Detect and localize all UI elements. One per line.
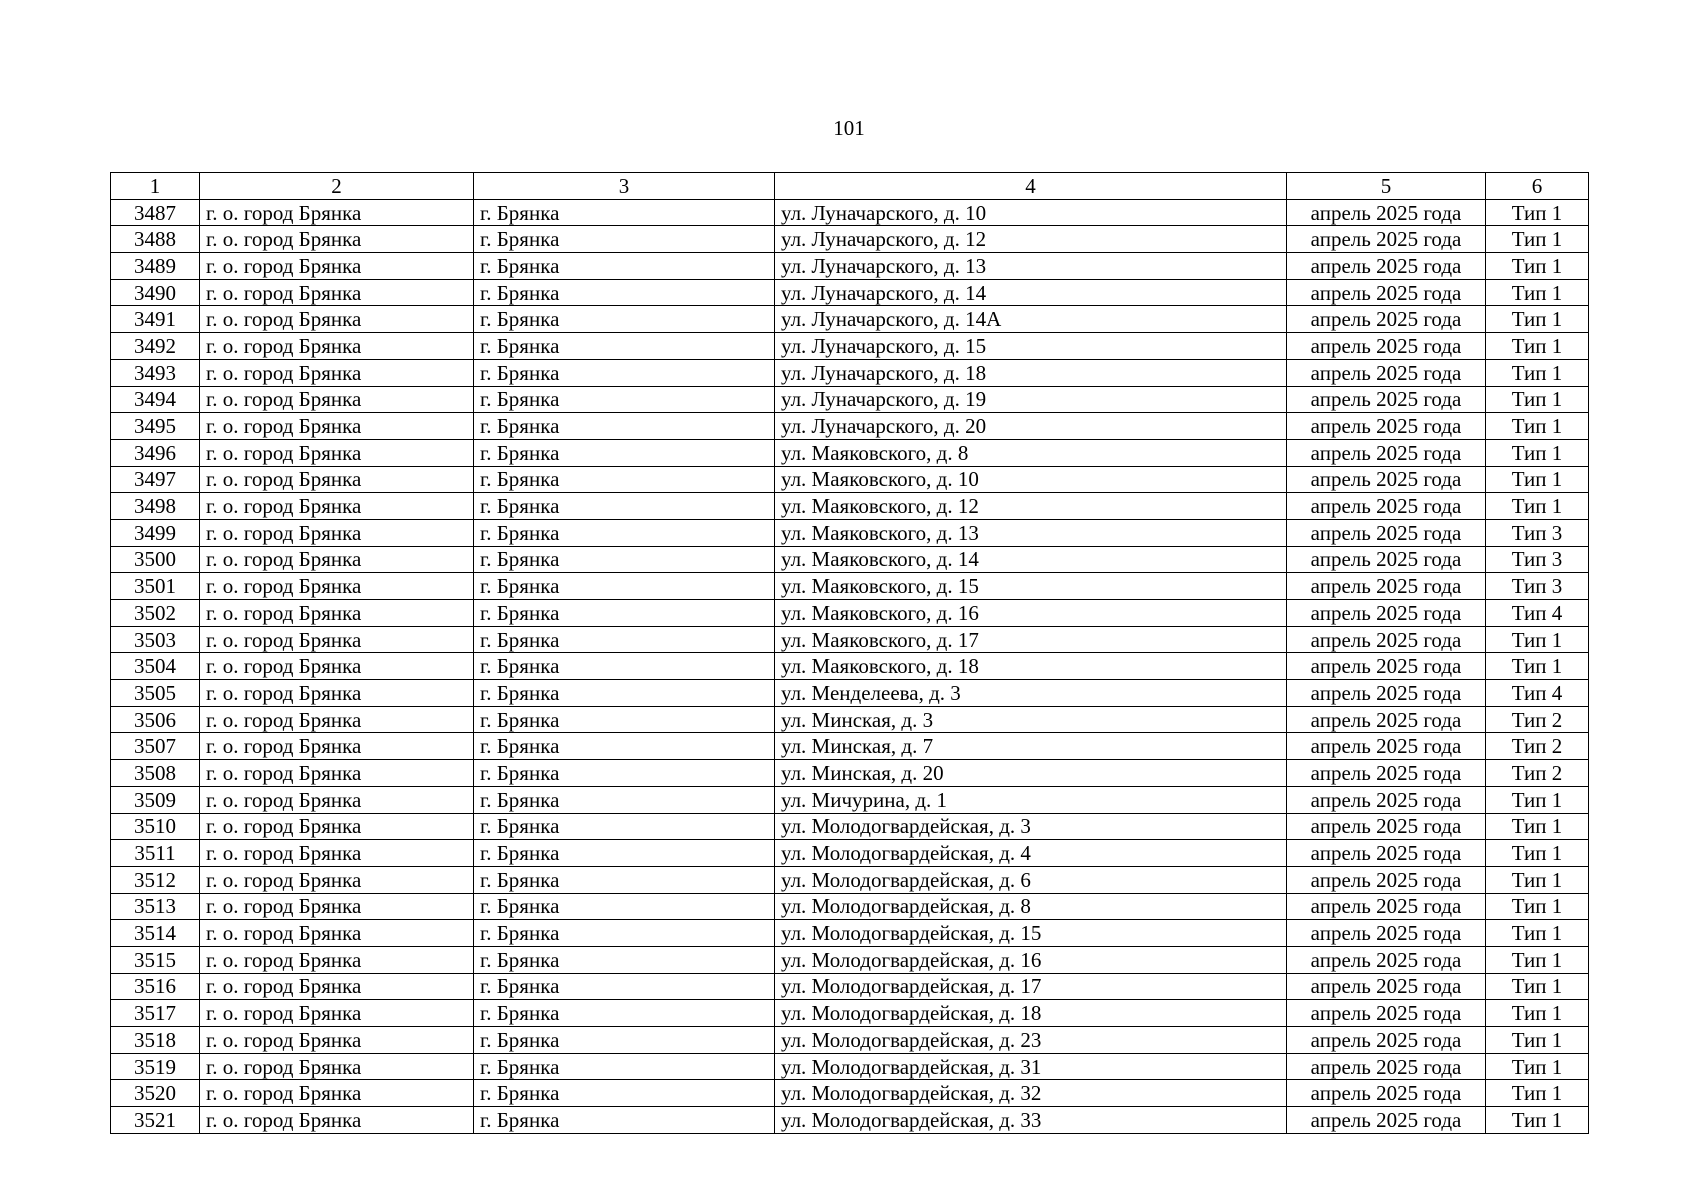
cell-municipality: г. о. город Брянка: [200, 653, 474, 680]
cell-type: Тип 1: [1486, 359, 1589, 386]
cell-municipality: г. о. город Брянка: [200, 733, 474, 760]
cell-settlement: г. Брянка: [474, 386, 775, 413]
cell-row-number: 3514: [111, 920, 200, 947]
cell-row-number: 3515: [111, 946, 200, 973]
cell-address: ул. Молодогвардейская, д. 3: [775, 813, 1287, 840]
cell-municipality: г. о. город Брянка: [200, 546, 474, 573]
table-row: [111, 1107, 1589, 1134]
column-header-6: 6: [1486, 173, 1589, 200]
cell-settlement: г. Брянка: [474, 359, 775, 386]
cell-settlement: г. Брянка: [474, 466, 775, 493]
cell-row-number: 3495: [111, 413, 200, 440]
cell-settlement: г. Брянка: [474, 1027, 775, 1054]
cell-type: Тип 1: [1486, 626, 1589, 653]
cell-row-number: 3496: [111, 439, 200, 466]
table-header-row: [111, 173, 1589, 200]
cell-period: апрель 2025 года: [1287, 786, 1486, 813]
cell-type: Тип 1: [1486, 199, 1589, 226]
cell-municipality: г. о. город Брянка: [200, 626, 474, 653]
cell-municipality: г. о. город Брянка: [200, 1107, 474, 1134]
cell-period: апрель 2025 года: [1287, 840, 1486, 867]
cell-address: ул. Луначарского, д. 18: [775, 359, 1287, 386]
cell-municipality: г. о. город Брянка: [200, 413, 474, 440]
cell-address: ул. Минская, д. 3: [775, 706, 1287, 733]
cell-address: ул. Молодогвардейская, д. 17: [775, 973, 1287, 1000]
cell-row-number: 3506: [111, 706, 200, 733]
cell-row-number: 3501: [111, 573, 200, 600]
cell-settlement: г. Брянка: [474, 1053, 775, 1080]
table-row: [111, 519, 1589, 546]
cell-period: апрель 2025 года: [1287, 253, 1486, 280]
cell-municipality: г. о. город Брянка: [200, 279, 474, 306]
table-row: [111, 626, 1589, 653]
cell-address: ул. Молодогвардейская, д. 4: [775, 840, 1287, 867]
cell-address: ул. Луначарского, д. 12: [775, 226, 1287, 253]
cell-period: апрель 2025 года: [1287, 813, 1486, 840]
cell-address: ул. Минская, д. 7: [775, 733, 1287, 760]
cell-period: апрель 2025 года: [1287, 706, 1486, 733]
cell-settlement: г. Брянка: [474, 493, 775, 520]
table-row: [111, 279, 1589, 306]
cell-municipality: г. о. город Брянка: [200, 1027, 474, 1054]
cell-row-number: 3498: [111, 493, 200, 520]
cell-type: Тип 1: [1486, 439, 1589, 466]
table-row: [111, 760, 1589, 787]
column-header-2: 2: [200, 173, 474, 200]
cell-type: Тип 1: [1486, 920, 1589, 947]
cell-address: ул. Молодогвардейская, д. 8: [775, 893, 1287, 920]
cell-settlement: г. Брянка: [474, 680, 775, 707]
cell-period: апрель 2025 года: [1287, 279, 1486, 306]
cell-address: ул. Маяковского, д. 8: [775, 439, 1287, 466]
table-row: [111, 840, 1589, 867]
cell-period: апрель 2025 года: [1287, 1053, 1486, 1080]
cell-settlement: г. Брянка: [474, 199, 775, 226]
cell-type: Тип 1: [1486, 786, 1589, 813]
cell-row-number: 3513: [111, 893, 200, 920]
cell-municipality: г. о. город Брянка: [200, 973, 474, 1000]
cell-municipality: г. о. город Брянка: [200, 199, 474, 226]
cell-settlement: г. Брянка: [474, 413, 775, 440]
cell-period: апрель 2025 года: [1287, 1080, 1486, 1107]
cell-settlement: г. Брянка: [474, 866, 775, 893]
cell-settlement: г. Брянка: [474, 840, 775, 867]
cell-period: апрель 2025 года: [1287, 1000, 1486, 1027]
cell-row-number: 3519: [111, 1053, 200, 1080]
table-row: [111, 199, 1589, 226]
table-row: [111, 333, 1589, 360]
cell-row-number: 3505: [111, 680, 200, 707]
cell-row-number: 3508: [111, 760, 200, 787]
cell-settlement: г. Брянка: [474, 813, 775, 840]
cell-period: апрель 2025 года: [1287, 199, 1486, 226]
cell-address: ул. Маяковского, д. 14: [775, 546, 1287, 573]
cell-settlement: г. Брянка: [474, 893, 775, 920]
cell-address: ул. Маяковского, д. 17: [775, 626, 1287, 653]
cell-settlement: г. Брянка: [474, 546, 775, 573]
cell-address: ул. Менделеева, д. 3: [775, 680, 1287, 707]
cell-municipality: г. о. город Брянка: [200, 706, 474, 733]
cell-municipality: г. о. город Брянка: [200, 840, 474, 867]
cell-municipality: г. о. город Брянка: [200, 680, 474, 707]
cell-type: Тип 1: [1486, 493, 1589, 520]
cell-period: апрель 2025 года: [1287, 626, 1486, 653]
cell-settlement: г. Брянка: [474, 1107, 775, 1134]
table-row: [111, 546, 1589, 573]
table-row: [111, 1027, 1589, 1054]
cell-row-number: 3502: [111, 600, 200, 627]
cell-row-number: 3511: [111, 840, 200, 867]
cell-settlement: г. Брянка: [474, 333, 775, 360]
cell-settlement: г. Брянка: [474, 1080, 775, 1107]
cell-type: Тип 1: [1486, 466, 1589, 493]
cell-settlement: г. Брянка: [474, 760, 775, 787]
cell-municipality: г. о. город Брянка: [200, 466, 474, 493]
cell-type: Тип 1: [1486, 306, 1589, 333]
cell-period: апрель 2025 года: [1287, 466, 1486, 493]
cell-settlement: г. Брянка: [474, 706, 775, 733]
cell-period: апрель 2025 года: [1287, 333, 1486, 360]
cell-municipality: г. о. город Брянка: [200, 226, 474, 253]
cell-row-number: 3488: [111, 226, 200, 253]
cell-type: Тип 1: [1486, 653, 1589, 680]
cell-period: апрель 2025 года: [1287, 546, 1486, 573]
cell-municipality: г. о. город Брянка: [200, 813, 474, 840]
cell-settlement: г. Брянка: [474, 920, 775, 947]
page-number: 101: [833, 116, 865, 140]
cell-address: ул. Маяковского, д. 15: [775, 573, 1287, 600]
cell-settlement: г. Брянка: [474, 439, 775, 466]
cell-row-number: 3521: [111, 1107, 200, 1134]
cell-row-number: 3491: [111, 306, 200, 333]
table-row: [111, 653, 1589, 680]
cell-type: Тип 3: [1486, 573, 1589, 600]
table-row: [111, 306, 1589, 333]
cell-type: Тип 1: [1486, 1000, 1589, 1027]
table-row: [111, 733, 1589, 760]
table-row: [111, 466, 1589, 493]
cell-settlement: г. Брянка: [474, 946, 775, 973]
cell-row-number: 3494: [111, 386, 200, 413]
table-row: [111, 1080, 1589, 1107]
table-row: [111, 786, 1589, 813]
table-row: [111, 386, 1589, 413]
cell-settlement: г. Брянка: [474, 653, 775, 680]
cell-municipality: г. о. город Брянка: [200, 573, 474, 600]
table-row: [111, 253, 1589, 280]
cell-municipality: г. о. город Брянка: [200, 866, 474, 893]
cell-row-number: 3509: [111, 786, 200, 813]
cell-settlement: г. Брянка: [474, 226, 775, 253]
table-row: [111, 680, 1589, 707]
cell-period: апрель 2025 года: [1287, 1027, 1486, 1054]
cell-settlement: г. Брянка: [474, 973, 775, 1000]
cell-type: Тип 1: [1486, 1107, 1589, 1134]
cell-type: Тип 1: [1486, 1053, 1589, 1080]
table-row: [111, 946, 1589, 973]
cell-period: апрель 2025 года: [1287, 600, 1486, 627]
cell-municipality: г. о. город Брянка: [200, 253, 474, 280]
cell-municipality: г. о. город Брянка: [200, 786, 474, 813]
cell-row-number: 3516: [111, 973, 200, 1000]
cell-row-number: 3500: [111, 546, 200, 573]
cell-row-number: 3499: [111, 519, 200, 546]
cell-address: ул. Молодогвардейская, д. 6: [775, 866, 1287, 893]
table-row: [111, 439, 1589, 466]
cell-row-number: 3489: [111, 253, 200, 280]
cell-row-number: 3492: [111, 333, 200, 360]
cell-row-number: 3503: [111, 626, 200, 653]
cell-type: Тип 1: [1486, 333, 1589, 360]
cell-period: апрель 2025 года: [1287, 973, 1486, 1000]
cell-row-number: 3504: [111, 653, 200, 680]
cell-settlement: г. Брянка: [474, 519, 775, 546]
cell-address: ул. Минская, д. 20: [775, 760, 1287, 787]
column-header-1: 1: [111, 173, 200, 200]
cell-settlement: г. Брянка: [474, 600, 775, 627]
cell-type: Тип 3: [1486, 546, 1589, 573]
cell-address: ул. Луначарского, д. 20: [775, 413, 1287, 440]
cell-address: ул. Луначарского, д. 14А: [775, 306, 1287, 333]
cell-period: апрель 2025 года: [1287, 760, 1486, 787]
cell-period: апрель 2025 года: [1287, 866, 1486, 893]
cell-row-number: 3520: [111, 1080, 200, 1107]
cell-municipality: г. о. город Брянка: [200, 519, 474, 546]
cell-address: ул. Луначарского, д. 15: [775, 333, 1287, 360]
column-header-4: 4: [775, 173, 1287, 200]
cell-address: ул. Молодогвардейская, д. 18: [775, 1000, 1287, 1027]
cell-type: Тип 1: [1486, 253, 1589, 280]
column-header-3: 3: [474, 173, 775, 200]
cell-municipality: г. о. город Брянка: [200, 306, 474, 333]
cell-municipality: г. о. город Брянка: [200, 1053, 474, 1080]
table-row: [111, 893, 1589, 920]
cell-settlement: г. Брянка: [474, 733, 775, 760]
cell-address: ул. Молодогвардейская, д. 31: [775, 1053, 1287, 1080]
table-row: [111, 706, 1589, 733]
cell-municipality: г. о. город Брянка: [200, 386, 474, 413]
cell-period: апрель 2025 года: [1287, 1107, 1486, 1134]
cell-municipality: г. о. город Брянка: [200, 600, 474, 627]
cell-period: апрель 2025 года: [1287, 946, 1486, 973]
cell-settlement: г. Брянка: [474, 1000, 775, 1027]
table-row: [111, 973, 1589, 1000]
cell-row-number: 3517: [111, 1000, 200, 1027]
cell-municipality: г. о. город Брянка: [200, 946, 474, 973]
cell-address: ул. Маяковского, д. 12: [775, 493, 1287, 520]
cell-row-number: 3493: [111, 359, 200, 386]
cell-address: ул. Маяковского, д. 16: [775, 600, 1287, 627]
table-body: [111, 199, 1589, 1133]
schedule-table: [110, 172, 1589, 1134]
cell-period: апрель 2025 года: [1287, 733, 1486, 760]
cell-type: Тип 1: [1486, 1080, 1589, 1107]
cell-settlement: г. Брянка: [474, 279, 775, 306]
cell-settlement: г. Брянка: [474, 626, 775, 653]
cell-type: Тип 1: [1486, 386, 1589, 413]
cell-address: ул. Луначарского, д. 14: [775, 279, 1287, 306]
table-row: [111, 866, 1589, 893]
table-row: [111, 1000, 1589, 1027]
cell-row-number: 3507: [111, 733, 200, 760]
cell-address: ул. Луначарского, д. 13: [775, 253, 1287, 280]
cell-address: ул. Молодогвардейская, д. 23: [775, 1027, 1287, 1054]
column-header-5: 5: [1287, 173, 1486, 200]
cell-type: Тип 1: [1486, 893, 1589, 920]
cell-address: ул. Мичурина, д. 1: [775, 786, 1287, 813]
cell-municipality: г. о. город Брянка: [200, 1000, 474, 1027]
table-row: [111, 813, 1589, 840]
cell-address: ул. Молодогвардейская, д. 32: [775, 1080, 1287, 1107]
cell-row-number: 3490: [111, 279, 200, 306]
cell-period: апрель 2025 года: [1287, 413, 1486, 440]
cell-municipality: г. о. город Брянка: [200, 333, 474, 360]
cell-address: ул. Молодогвардейская, д. 15: [775, 920, 1287, 947]
cell-type: Тип 4: [1486, 680, 1589, 707]
cell-type: Тип 2: [1486, 706, 1589, 733]
cell-address: ул. Маяковского, д. 13: [775, 519, 1287, 546]
cell-municipality: г. о. город Брянка: [200, 359, 474, 386]
cell-settlement: г. Брянка: [474, 306, 775, 333]
cell-type: Тип 1: [1486, 226, 1589, 253]
cell-type: Тип 1: [1486, 973, 1589, 1000]
table-row: [111, 1053, 1589, 1080]
table-row: [111, 920, 1589, 947]
cell-type: Тип 2: [1486, 760, 1589, 787]
cell-period: апрель 2025 года: [1287, 439, 1486, 466]
cell-row-number: 3487: [111, 199, 200, 226]
cell-address: ул. Луначарского, д. 19: [775, 386, 1287, 413]
cell-address: ул. Луначарского, д. 10: [775, 199, 1287, 226]
cell-address: ул. Маяковского, д. 18: [775, 653, 1287, 680]
cell-period: апрель 2025 года: [1287, 653, 1486, 680]
cell-municipality: г. о. город Брянка: [200, 760, 474, 787]
cell-period: апрель 2025 года: [1287, 226, 1486, 253]
table-row: [111, 226, 1589, 253]
cell-type: Тип 4: [1486, 600, 1589, 627]
cell-type: Тип 1: [1486, 413, 1589, 440]
cell-type: Тип 1: [1486, 866, 1589, 893]
cell-period: апрель 2025 года: [1287, 920, 1486, 947]
cell-municipality: г. о. город Брянка: [200, 439, 474, 466]
cell-period: апрель 2025 года: [1287, 386, 1486, 413]
cell-settlement: г. Брянка: [474, 786, 775, 813]
cell-type: Тип 3: [1486, 519, 1589, 546]
table-row: [111, 413, 1589, 440]
cell-address: ул. Молодогвардейская, д. 33: [775, 1107, 1287, 1134]
cell-row-number: 3497: [111, 466, 200, 493]
table-row: [111, 359, 1589, 386]
cell-address: ул. Маяковского, д. 10: [775, 466, 1287, 493]
cell-period: апрель 2025 года: [1287, 306, 1486, 333]
table-row: [111, 493, 1589, 520]
cell-municipality: г. о. город Брянка: [200, 893, 474, 920]
cell-settlement: г. Брянка: [474, 573, 775, 600]
cell-type: Тип 2: [1486, 733, 1589, 760]
cell-period: апрель 2025 года: [1287, 680, 1486, 707]
cell-municipality: г. о. город Брянка: [200, 493, 474, 520]
table-row: [111, 573, 1589, 600]
cell-municipality: г. о. город Брянка: [200, 920, 474, 947]
cell-type: Тип 1: [1486, 1027, 1589, 1054]
cell-period: апрель 2025 года: [1287, 519, 1486, 546]
cell-period: апрель 2025 года: [1287, 359, 1486, 386]
cell-address: ул. Молодогвардейская, д. 16: [775, 946, 1287, 973]
cell-row-number: 3510: [111, 813, 200, 840]
cell-row-number: 3518: [111, 1027, 200, 1054]
cell-period: апрель 2025 года: [1287, 493, 1486, 520]
cell-type: Тип 1: [1486, 279, 1589, 306]
table-row: [111, 600, 1589, 627]
cell-municipality: г. о. город Брянка: [200, 1080, 474, 1107]
cell-settlement: г. Брянка: [474, 253, 775, 280]
cell-period: апрель 2025 года: [1287, 573, 1486, 600]
cell-type: Тип 1: [1486, 813, 1589, 840]
cell-type: Тип 1: [1486, 946, 1589, 973]
cell-row-number: 3512: [111, 866, 200, 893]
cell-period: апрель 2025 года: [1287, 893, 1486, 920]
cell-type: Тип 1: [1486, 840, 1589, 867]
